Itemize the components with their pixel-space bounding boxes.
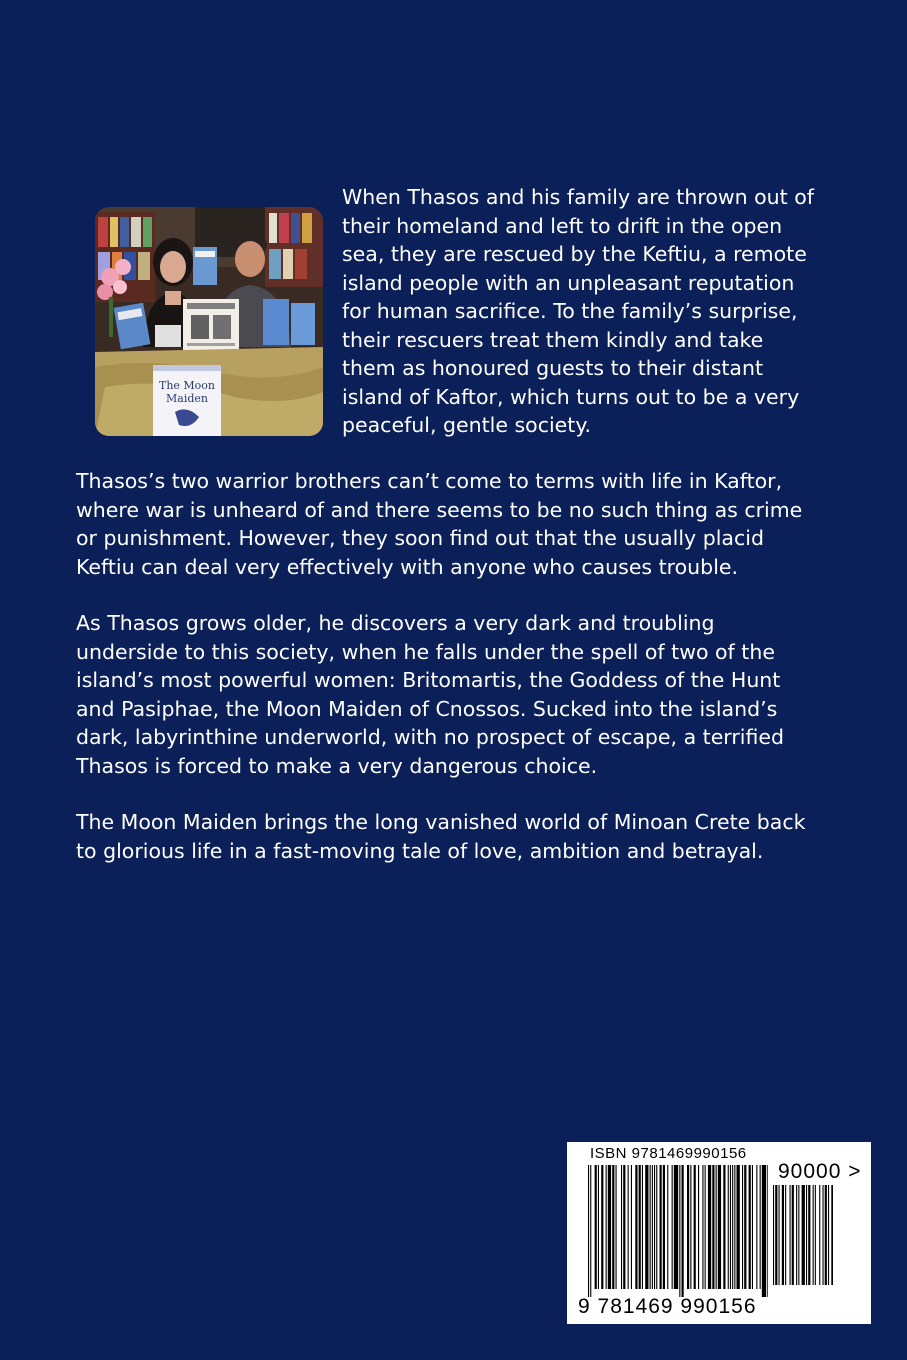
blurb-line: island of Kaftor, which turns out to be a very [342, 384, 800, 409]
barcode-bar [635, 1165, 637, 1289]
barcode-bar [595, 1165, 597, 1289]
barcode-bar [723, 1165, 725, 1289]
barcode-bar [690, 1165, 691, 1289]
barcode-bar [828, 1185, 829, 1285]
barcode-bar [752, 1165, 753, 1289]
barcode-bar [650, 1165, 651, 1289]
barcode-bar [654, 1165, 655, 1289]
barcode-bar [798, 1185, 799, 1285]
barcode-bar [782, 1185, 784, 1285]
blurb-line: island’s most powerful women: Britomartis, the Goddess of the Hunt [76, 668, 781, 692]
price-code: 90000 > [778, 1160, 862, 1183]
barcode-bar [825, 1185, 827, 1285]
isbn-label: ISBN 9781469990156 [590, 1145, 747, 1162]
barcode-bar [737, 1165, 740, 1289]
barcode-bar [631, 1165, 632, 1289]
barcode-bar [645, 1165, 648, 1289]
blurb-line: Thasos is forced to make a very dangerous choice. [76, 753, 598, 778]
blurb-line: sea, they are rescued by the Keftiu, a remote [342, 242, 807, 266]
barcode-bar [779, 1185, 780, 1285]
blurb-paragraph-3 [76, 609, 784, 780]
barcode-bar [652, 1165, 653, 1289]
barcode-bar [775, 1185, 777, 1285]
barcode-bar [616, 1165, 617, 1289]
blurb-line: for human sacrifice. To the family’s surprise, [342, 299, 798, 323]
barcode-bar [663, 1165, 665, 1289]
barcode-bar [819, 1185, 820, 1285]
barcode-bar [660, 1165, 662, 1289]
barcode-bar [823, 1185, 824, 1285]
barcode-bar [785, 1185, 786, 1285]
barcode-bar [705, 1165, 706, 1289]
isbn-barcode [567, 1142, 871, 1324]
barcode-bar [802, 1185, 805, 1285]
blurb-line: underside to this society, when he falls under the spell of two of the [76, 639, 775, 664]
barcode-bar [708, 1165, 711, 1289]
barcode-bar [694, 1165, 696, 1289]
blurb-paragraph-4 [76, 808, 805, 865]
barcode-bar [734, 1165, 735, 1289]
blurb-line: them as honoured guests to their distant [342, 356, 764, 380]
poster-title-line2: Maiden [166, 392, 208, 405]
barcode-bar [712, 1165, 714, 1289]
barcode-bar [588, 1165, 589, 1297]
barcode-bar [667, 1165, 668, 1289]
barcode-bar [608, 1165, 611, 1289]
barcode-bar [730, 1165, 731, 1289]
barcode-bar [598, 1165, 599, 1289]
barcode-bar [732, 1165, 733, 1289]
author-photo [95, 207, 323, 436]
barcode-bar [687, 1165, 689, 1289]
barcode-bar [642, 1165, 643, 1289]
barcode-bar [767, 1165, 768, 1297]
blurb-line: Keftiu can deal very effectively with anyone who causes trouble. [76, 554, 739, 579]
barcode-bar [815, 1185, 816, 1285]
ean-barcode-bars [588, 1165, 768, 1297]
barcode-bar [628, 1165, 629, 1289]
barcode-bar [742, 1165, 743, 1289]
barcode-bar [760, 1165, 761, 1289]
barcode-bar [806, 1185, 807, 1285]
barcode-bar [656, 1165, 657, 1289]
barcode-bar [792, 1185, 794, 1285]
blurb-line: As Thasos grows older, he discovers a very dark and troubling [76, 611, 715, 635]
barcode-bar [623, 1165, 625, 1289]
barcode-bar [682, 1165, 684, 1297]
barcode-bar [749, 1165, 751, 1289]
barcode-bar [773, 1185, 774, 1285]
barcode-bar [790, 1185, 791, 1285]
barcode-bar [796, 1185, 797, 1285]
blurb-line: where war is unheard of and there seems to be no such thing as crime [76, 497, 803, 522]
blurb-line: The Moon Maiden brings the long vanished world of Minoan Crete back [76, 810, 806, 834]
barcode-bar [601, 1165, 603, 1289]
barcode-bar [672, 1165, 673, 1289]
blurb-paragraph-1 [342, 183, 814, 440]
blurb-line: their homeland and left to drift in the open [342, 213, 783, 238]
blurb-line: and Pasiphae, the Moon Maiden of Cnossos. Sucked into the island’s [76, 696, 778, 721]
barcode-bar [702, 1165, 703, 1289]
blurb-paragraph-2 [76, 467, 802, 581]
blurb-line: or punishment. However, they soon find out that the usually placid [76, 526, 764, 550]
barcode-bar [621, 1165, 622, 1289]
barcode-bar [756, 1165, 757, 1289]
blurb-line: When Thasos and his family are thrown out of [342, 185, 814, 209]
barcode-bar [606, 1165, 607, 1289]
blurb-line: Thasos’s two warrior brothers can’t come to terms with life in Kaftor, [76, 469, 783, 493]
barcode-bar [674, 1165, 678, 1289]
barcode-bar [718, 1165, 721, 1289]
barcode-bar [831, 1185, 833, 1285]
blurb-line: peaceful, gentle society. [342, 413, 592, 437]
blurb-line: island people with an unpleasant reputation [342, 270, 795, 295]
barcode-bar [744, 1165, 746, 1289]
barcode-bar [679, 1165, 680, 1297]
barcode-bar [716, 1165, 717, 1289]
blurb-line: their rescuers treat them kindly and take [342, 327, 764, 352]
barcode-bar [808, 1185, 810, 1285]
barcode-bar [590, 1165, 591, 1297]
barcode-bar [639, 1165, 641, 1289]
barcode-bar [612, 1165, 614, 1289]
poster-title-line1: The Moon [158, 379, 216, 392]
blurb-line: to glorious life in a fast-moving tale of love, ambition and betrayal. [76, 838, 764, 863]
ean-digits: 9 781469 990156 [578, 1295, 757, 1318]
barcode-bar [698, 1165, 699, 1289]
barcode-bar [728, 1165, 729, 1289]
addon-barcode-bars [773, 1185, 833, 1293]
barcode-bar [813, 1185, 814, 1285]
barcode-bar [762, 1165, 766, 1297]
blurb-line: dark, labyrinthine underworld, with no prospect of escape, a terrified [76, 725, 785, 749]
